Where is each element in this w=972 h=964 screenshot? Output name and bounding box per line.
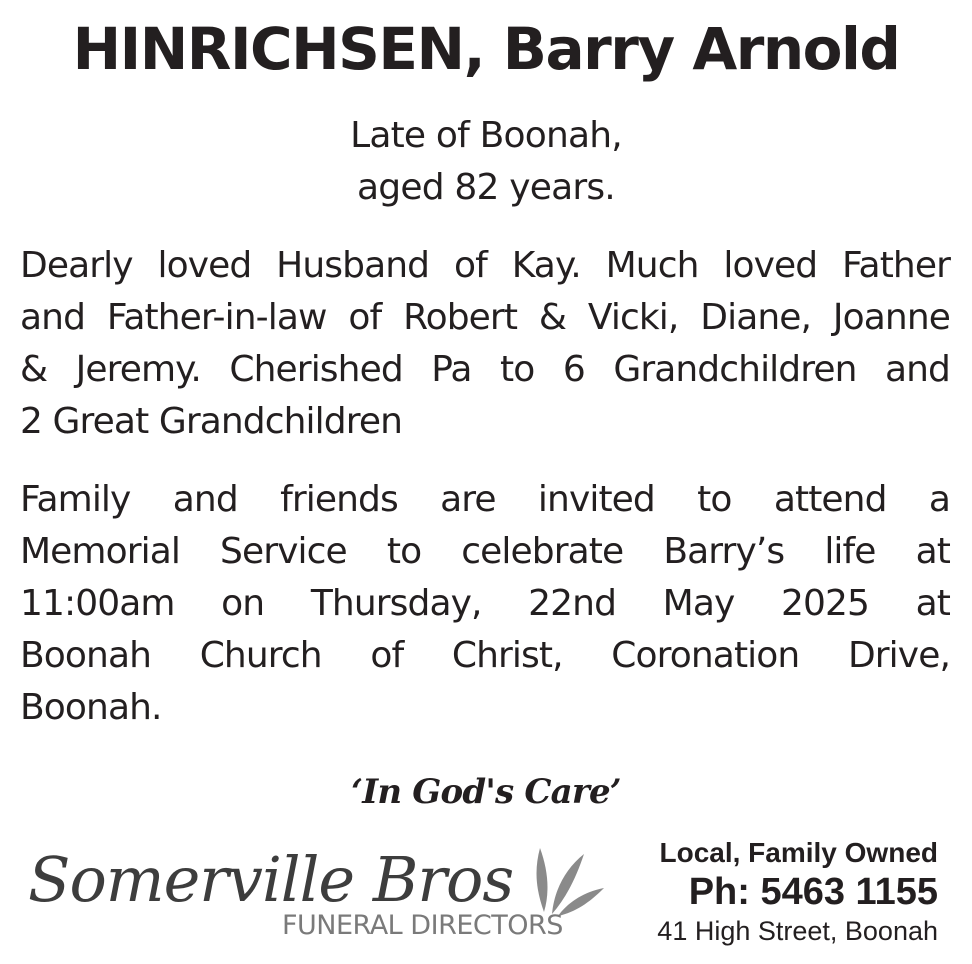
service-line: Family and friends are invited to attend a [20,479,950,520]
logo-name: Somerville Bros [28,843,514,916]
service-line: 11:00am on Thursday, 22nd May 2025 at [20,583,950,624]
service-paragraph [20,474,950,734]
residence-age [0,110,972,214]
tagline: Local, Family Owned [659,837,938,868]
address: 41 High Street, Boonah [657,916,938,946]
verse: ‘In God's Care’ [351,772,621,812]
family-line: Dearly loved Husband of Kay. Much loved Father [20,245,950,286]
phone-number: Ph: 5463 1155 [688,871,938,913]
funeral-director-logo [28,840,608,950]
age-line: aged 82 years. [357,167,615,208]
contact-block [608,836,938,948]
logo-subtitle: FUNERAL DIRECTORS [282,910,563,941]
family-line: and Father-in-law of Robert & Vicki, Diane, Joanne [20,297,950,338]
family-line: & Jeremy. Cherished Pa to 6 Grandchildren and [20,349,950,390]
service-line: Memorial Service to celebrate Barry’s life at [20,531,950,572]
family-paragraph [20,240,950,448]
deceased-name: HINRICHSEN, Barry Arnold [72,15,900,83]
residence-line: Late of Boonah, [350,115,622,156]
family-line: 2 Great Grandchildren [20,401,402,442]
service-line: Boonah Church of Christ, Coronation Drive, [20,635,950,676]
service-line: Boonah. [20,687,162,728]
